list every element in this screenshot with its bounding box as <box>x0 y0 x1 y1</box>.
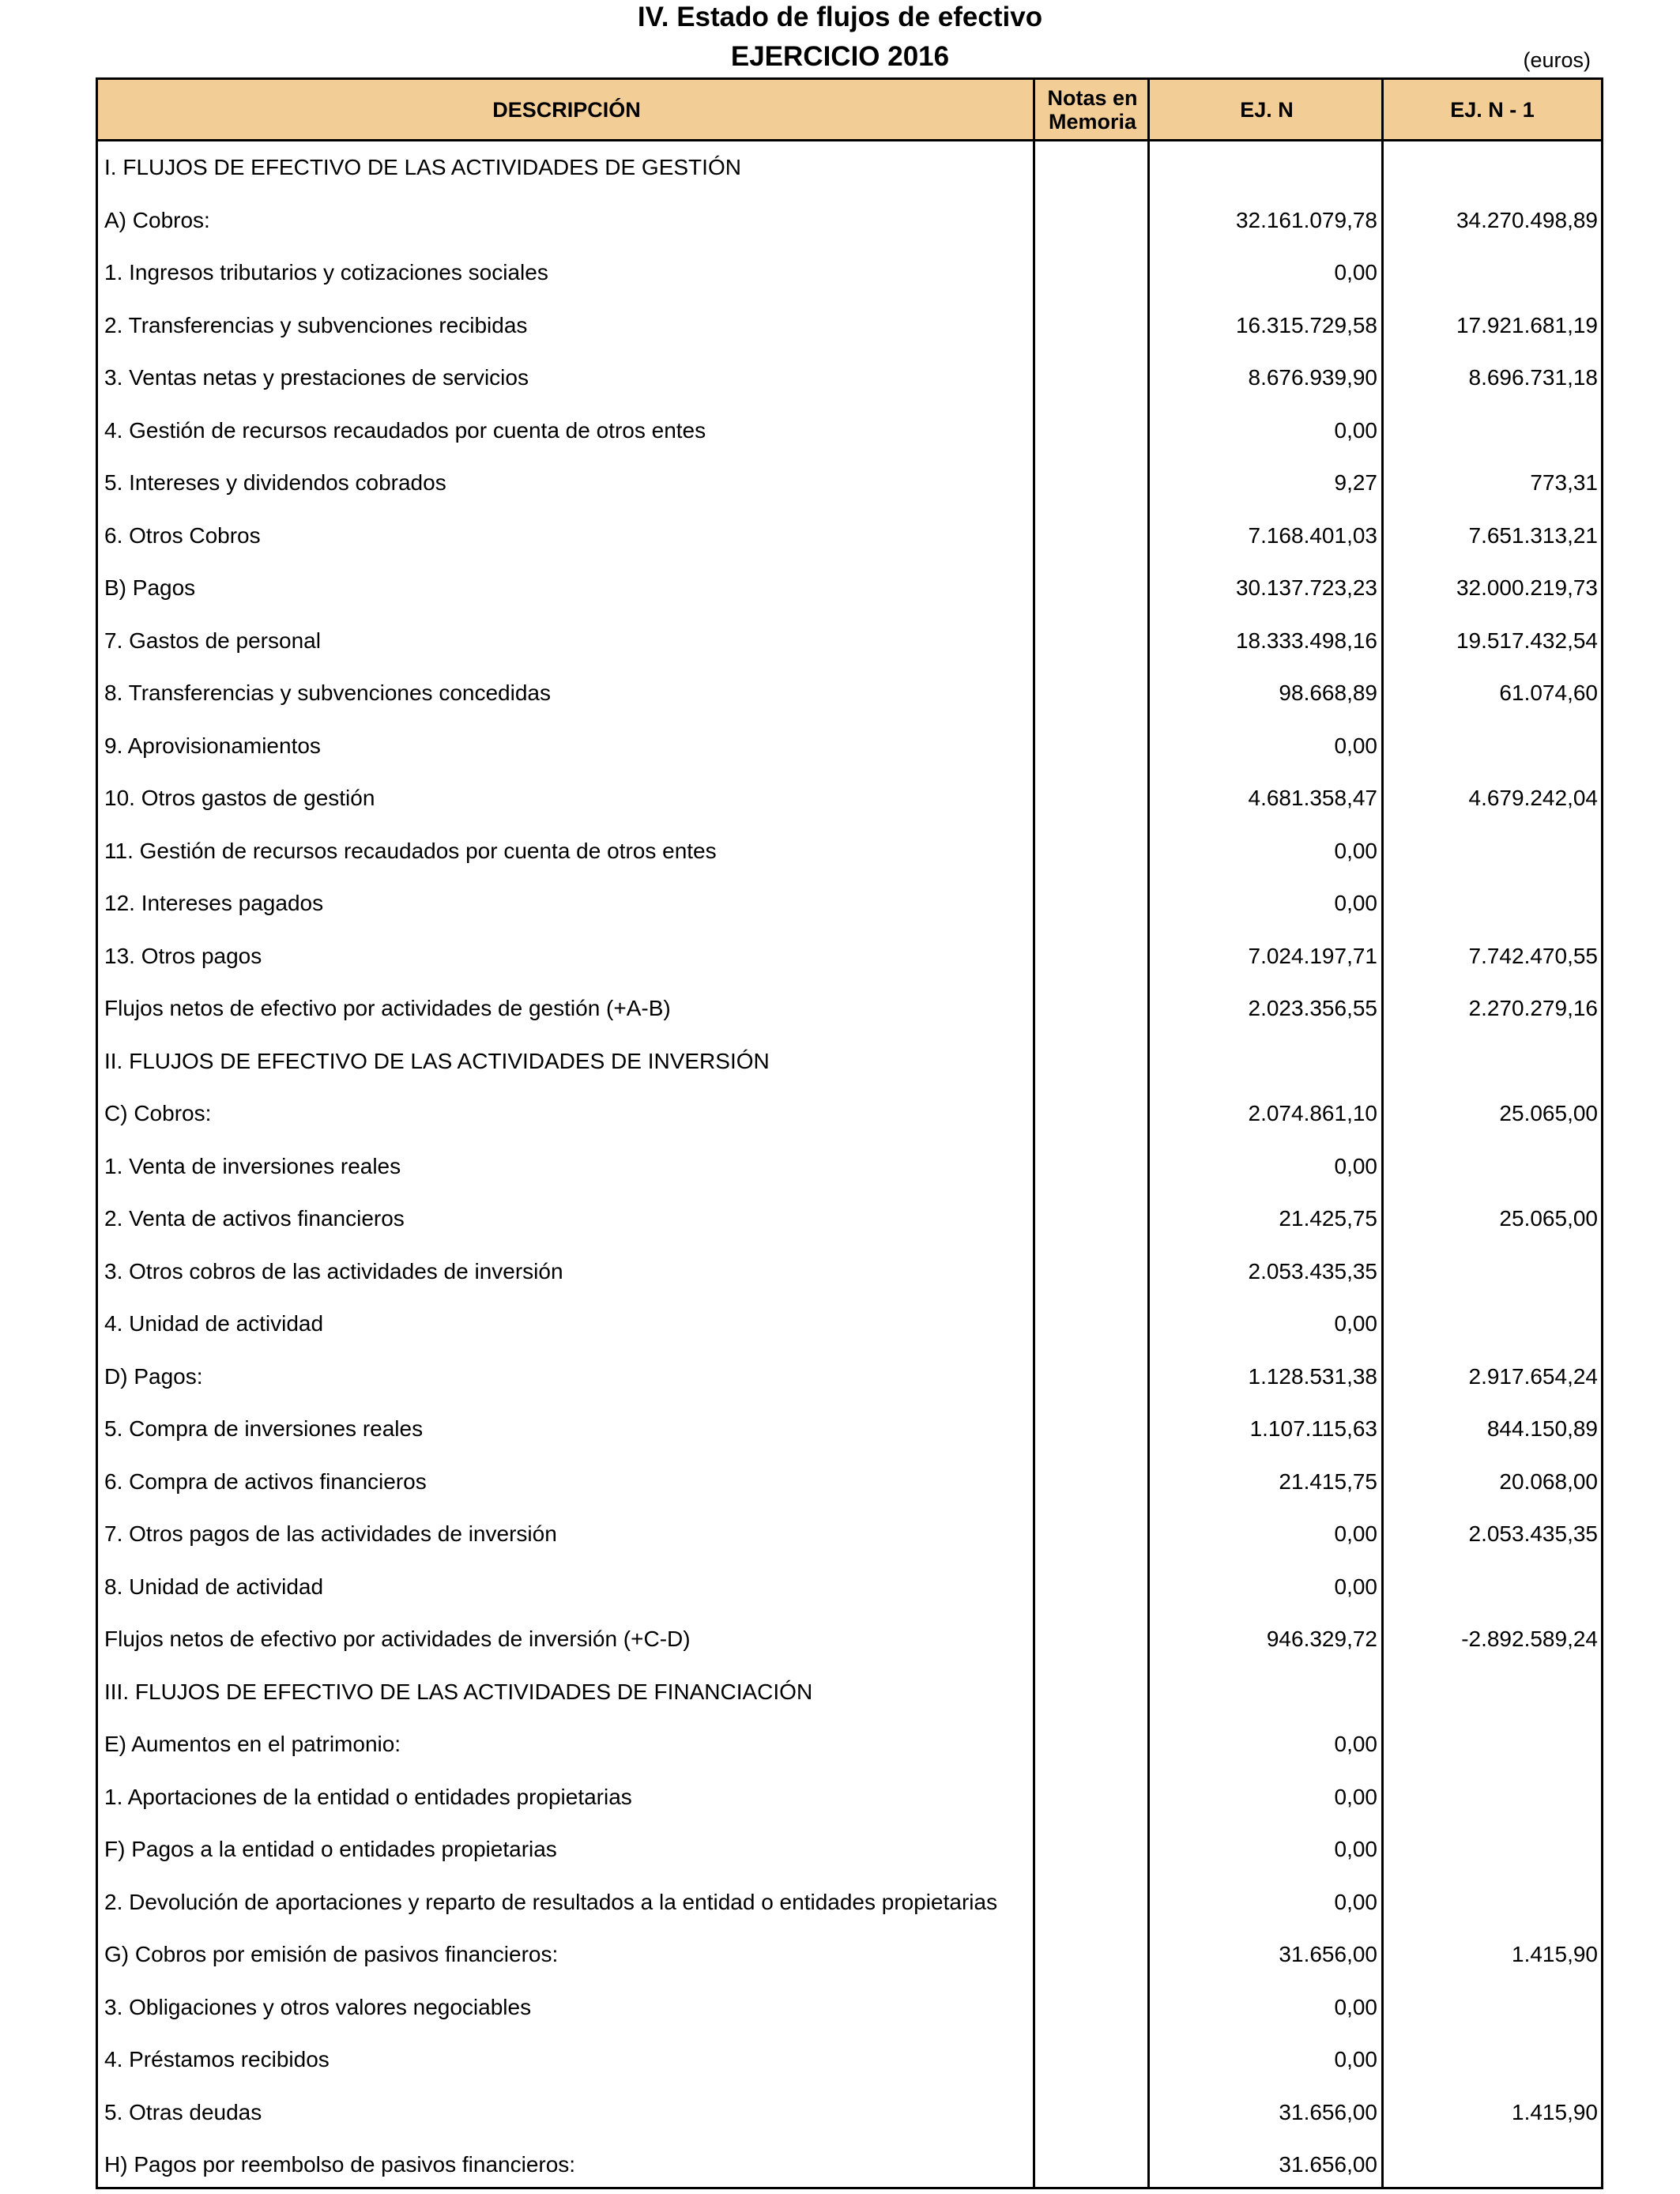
row-description: 2. Devolución de aportaciones y reparto de resultados a la entidad o entidades propietarias <box>104 1889 998 1914</box>
table-row <box>98 352 1601 405</box>
row-description: Flujos netos de efectivo por actividades de inversión (+C-D) <box>104 1627 691 1651</box>
row-value-year-n-1: 1.415,90 <box>1512 1942 1598 1966</box>
row-value-year-n: 0,00 <box>1334 1153 1377 1178</box>
table-row <box>98 300 1601 352</box>
row-value-year-n-1 <box>1384 1561 1601 1614</box>
table-row <box>98 1561 1601 1614</box>
row-value-year-n-1: 773,31 <box>1530 470 1598 495</box>
row-value-year-n: 98.668,89 <box>1279 680 1377 705</box>
row-value-year-n-1 <box>1384 1246 1601 1299</box>
row-description: 1. Venta de inversiones reales <box>104 1153 401 1178</box>
table-row <box>98 510 1601 563</box>
table-row <box>98 405 1601 458</box>
page-title: IV. Estado de flujos de efectivo <box>637 2 1043 32</box>
table-row <box>98 457 1601 510</box>
row-value-year-n-1 <box>1384 1876 1601 1929</box>
row-value-year-n-1: 20.068,00 <box>1499 1468 1598 1494</box>
row-value-year-n-1 <box>1384 405 1601 458</box>
table-row <box>98 1718 1601 1771</box>
row-value-year-n: 0,00 <box>1334 1784 1377 1809</box>
row-value-year-n: 7.168.401,03 <box>1248 522 1377 548</box>
row-description: C) Cobros: <box>104 1101 212 1125</box>
row-description: I. FLUJOS DE EFECTIVO DE LAS ACTIVIDADES DE GESTIÓN <box>104 155 741 179</box>
row-description: 8. Unidad de actividad <box>104 1574 324 1599</box>
row-value-year-n-1 <box>1384 825 1601 878</box>
table-row <box>98 1613 1601 1666</box>
row-description: 13. Otros pagos <box>104 943 262 968</box>
row-description: 4. Gestión de recursos recaudados por cuenta de otros entes <box>104 417 706 443</box>
table-row <box>98 1876 1601 1929</box>
row-value-year-n-1 <box>1384 1140 1601 1193</box>
table-row <box>98 825 1601 878</box>
row-value-year-n-1: 32.000.219,73 <box>1456 575 1598 600</box>
row-value-year-n <box>1150 141 1381 194</box>
row-description: 12. Intereses pagados <box>104 891 324 915</box>
row-description: 4. Unidad de actividad <box>104 1311 324 1336</box>
row-value-year-n-1: 25.065,00 <box>1499 1206 1598 1231</box>
row-value-year-n: 31.656,00 <box>1279 2152 1377 2177</box>
row-description: III. FLUJOS DE EFECTIVO DE LAS ACTIVIDADES DE FINANCIACIÓN <box>104 1679 813 1704</box>
table-row <box>98 772 1601 825</box>
table-row <box>98 1771 1601 1824</box>
header-notes: Notas en Memoria <box>1047 85 1138 134</box>
row-description: 2. Transferencias y subvenciones recibidas <box>104 312 528 337</box>
row-value-year-n <box>1150 1035 1381 1088</box>
table-row <box>98 930 1601 983</box>
row-description: Flujos netos de efectivo por actividades de gestión (+A-B) <box>104 996 671 1020</box>
table-header <box>98 80 1601 141</box>
table-row <box>98 1928 1601 1981</box>
row-value-year-n-1 <box>1384 1035 1601 1088</box>
row-value-year-n-1: 61.074,60 <box>1499 680 1598 705</box>
row-value-year-n: 0,00 <box>1334 838 1377 863</box>
row-value-year-n-1 <box>1384 247 1601 300</box>
row-description: II. FLUJOS DE EFECTIVO DE LAS ACTIVIDADES DE INVERSIÓN <box>104 1048 770 1073</box>
table-row <box>98 2087 1601 2139</box>
table-row <box>98 1666 1601 1719</box>
row-value-year-n: 0,00 <box>1334 1574 1377 1599</box>
row-value-year-n: 0,00 <box>1334 1311 1377 1336</box>
row-value-year-n: 21.415,75 <box>1279 1468 1377 1494</box>
row-value-year-n: 0,00 <box>1334 891 1377 915</box>
row-description: 6. Otros Cobros <box>104 522 261 548</box>
table-row <box>98 247 1601 300</box>
table-row <box>98 141 1601 194</box>
table-row <box>98 1456 1601 1509</box>
table-row <box>98 720 1601 773</box>
table-body <box>98 141 1601 2192</box>
table-row <box>98 1403 1601 1456</box>
row-value-year-n: 8.676.939,90 <box>1248 365 1377 390</box>
table-row <box>98 562 1601 615</box>
row-value-year-n: 0,00 <box>1334 1521 1377 1546</box>
table-row <box>98 1981 1601 2034</box>
row-description: 3. Obligaciones y otros valores negociables <box>104 1994 532 2019</box>
row-description: 3. Ventas netas y prestaciones de servicios <box>104 365 529 390</box>
row-value-year-n-1: 7.651.313,21 <box>1468 522 1598 548</box>
row-value-year-n: 31.656,00 <box>1279 1942 1377 1966</box>
row-description: A) Cobros: <box>104 207 210 232</box>
row-value-year-n-1 <box>1384 1823 1601 1876</box>
row-value-year-n: 0,00 <box>1334 260 1377 285</box>
row-value-year-n-1: 17.921.681,19 <box>1456 312 1598 337</box>
row-description: 9. Aprovisionamientos <box>104 733 321 758</box>
row-value-year-n: 2.053.435,35 <box>1248 1258 1377 1284</box>
row-description: 1. Ingresos tributarios y cotizaciones sociales <box>104 260 548 285</box>
row-description: 5. Compra de inversiones reales <box>104 1416 424 1441</box>
row-value-year-n: 2.023.356,55 <box>1248 996 1377 1020</box>
row-description: 7. Otros pagos de las actividades de inversión <box>104 1521 557 1546</box>
row-value-year-n-1: 1.415,90 <box>1512 2099 1598 2124</box>
row-value-year-n-1 <box>1384 1666 1601 1719</box>
row-value-year-n-1 <box>1384 877 1601 930</box>
table-row <box>98 1351 1601 1404</box>
table-row <box>98 667 1601 720</box>
row-value-year-n: 1.128.531,38 <box>1248 1363 1377 1389</box>
row-description: B) Pagos <box>104 575 196 600</box>
row-description: 7. Gastos de personal <box>104 628 321 653</box>
row-value-year-n: 0,00 <box>1334 1837 1377 1861</box>
row-value-year-n: 0,00 <box>1334 1994 1377 2019</box>
row-value-year-n: 4.681.358,47 <box>1248 786 1377 810</box>
header-description: DESCRIPCIÓN <box>492 97 641 122</box>
header-year-n-1: EJ. N - 1 <box>1450 97 1535 122</box>
row-value-year-n: 946.329,72 <box>1266 1627 1377 1651</box>
row-value-year-n-1: -2.892.589,24 <box>1461 1627 1598 1651</box>
row-value-year-n-1: 4.679.242,04 <box>1468 786 1598 810</box>
row-description: 5. Intereses y dividendos cobrados <box>104 470 446 495</box>
table-row <box>98 615 1601 668</box>
row-value-year-n-1 <box>1384 2034 1601 2087</box>
row-value-year-n: 9,27 <box>1334 470 1377 495</box>
table-row <box>98 1088 1601 1140</box>
table-row <box>98 1246 1601 1299</box>
table-row <box>98 1140 1601 1193</box>
row-value-year-n: 7.024.197,71 <box>1248 943 1377 968</box>
row-value-year-n: 0,00 <box>1334 1732 1377 1756</box>
row-description: H) Pagos por reembolso de pasivos financieros: <box>104 2152 576 2177</box>
table-row <box>98 1193 1601 1246</box>
row-description: 3. Otros cobros de las actividades de inversión <box>104 1258 563 1284</box>
row-value-year-n-1 <box>1384 2139 1601 2192</box>
row-value-year-n-1 <box>1384 1981 1601 2034</box>
row-value-year-n: 1.107.115,63 <box>1249 1416 1377 1441</box>
row-value-year-n: 16.315.729,58 <box>1235 312 1377 337</box>
row-description: 2. Venta de activos financieros <box>104 1206 405 1231</box>
table-row <box>98 2034 1601 2087</box>
row-value-year-n: 30.137.723,23 <box>1235 575 1377 600</box>
row-value-year-n-1: 34.270.498,89 <box>1456 207 1598 232</box>
row-value-year-n: 31.656,00 <box>1279 2099 1377 2124</box>
row-description: 4. Préstamos recibidos <box>104 2047 330 2071</box>
table-row <box>98 2139 1601 2192</box>
table-row <box>98 877 1601 930</box>
row-description: D) Pagos: <box>104 1363 203 1389</box>
row-description: G) Cobros por emisión de pasivos financieros: <box>104 1942 559 1966</box>
row-value-year-n-1 <box>1384 141 1601 194</box>
row-description: 5. Otras deudas <box>104 2099 262 2124</box>
row-value-year-n: 2.074.861,10 <box>1248 1101 1377 1125</box>
row-description: 6. Compra de activos financieros <box>104 1468 427 1494</box>
table-row <box>98 1823 1601 1876</box>
table-row <box>98 1035 1601 1088</box>
row-description: 1. Aportaciones de la entidad o entidades propietarias <box>104 1784 632 1809</box>
row-value-year-n: 18.333.498,16 <box>1235 628 1377 653</box>
row-description: 11. Gestión de recursos recaudados por cuenta de otros entes <box>104 838 717 863</box>
row-value-year-n-1 <box>1384 1771 1601 1824</box>
table-row <box>98 1298 1601 1351</box>
row-value-year-n: 21.425,75 <box>1279 1206 1377 1231</box>
table-row <box>98 982 1601 1035</box>
row-value-year-n-1: 7.742.470,55 <box>1468 943 1598 968</box>
units-label: (euros) <box>1523 48 1591 72</box>
row-value-year-n-1: 19.517.432,54 <box>1456 628 1598 653</box>
row-value-year-n <box>1150 1666 1381 1719</box>
row-value-year-n: 0,00 <box>1334 733 1377 758</box>
table-row <box>98 194 1601 247</box>
row-value-year-n-1 <box>1384 720 1601 773</box>
row-value-year-n: 0,00 <box>1334 2047 1377 2071</box>
row-description: E) Aumentos en el patrimonio: <box>104 1732 401 1756</box>
row-value-year-n-1: 25.065,00 <box>1499 1101 1598 1125</box>
row-description: 8. Transferencias y subvenciones concedidas <box>104 680 551 705</box>
row-value-year-n: 0,00 <box>1334 1889 1377 1914</box>
row-value-year-n: 32.161.079,78 <box>1235 207 1377 232</box>
row-value-year-n-1 <box>1384 1298 1601 1351</box>
row-description: F) Pagos a la entidad o entidades propietarias <box>104 1837 557 1861</box>
page-subtitle: EJERCICIO 2016 <box>730 41 950 72</box>
table-row <box>98 1508 1601 1561</box>
header-year-n: EJ. N <box>1240 97 1294 122</box>
row-value-year-n-1: 2.053.435,35 <box>1468 1521 1598 1546</box>
cash-flow-table <box>96 77 1603 2189</box>
row-value-year-n-1: 2.917.654,24 <box>1468 1363 1598 1389</box>
row-value-year-n-1 <box>1384 1718 1601 1771</box>
row-value-year-n-1: 2.270.279,16 <box>1468 996 1598 1020</box>
row-description: 10. Otros gastos de gestión <box>104 786 375 810</box>
row-value-year-n: 0,00 <box>1334 417 1377 443</box>
row-value-year-n-1: 844.150,89 <box>1486 1416 1598 1441</box>
row-value-year-n-1: 8.696.731,18 <box>1468 365 1598 390</box>
